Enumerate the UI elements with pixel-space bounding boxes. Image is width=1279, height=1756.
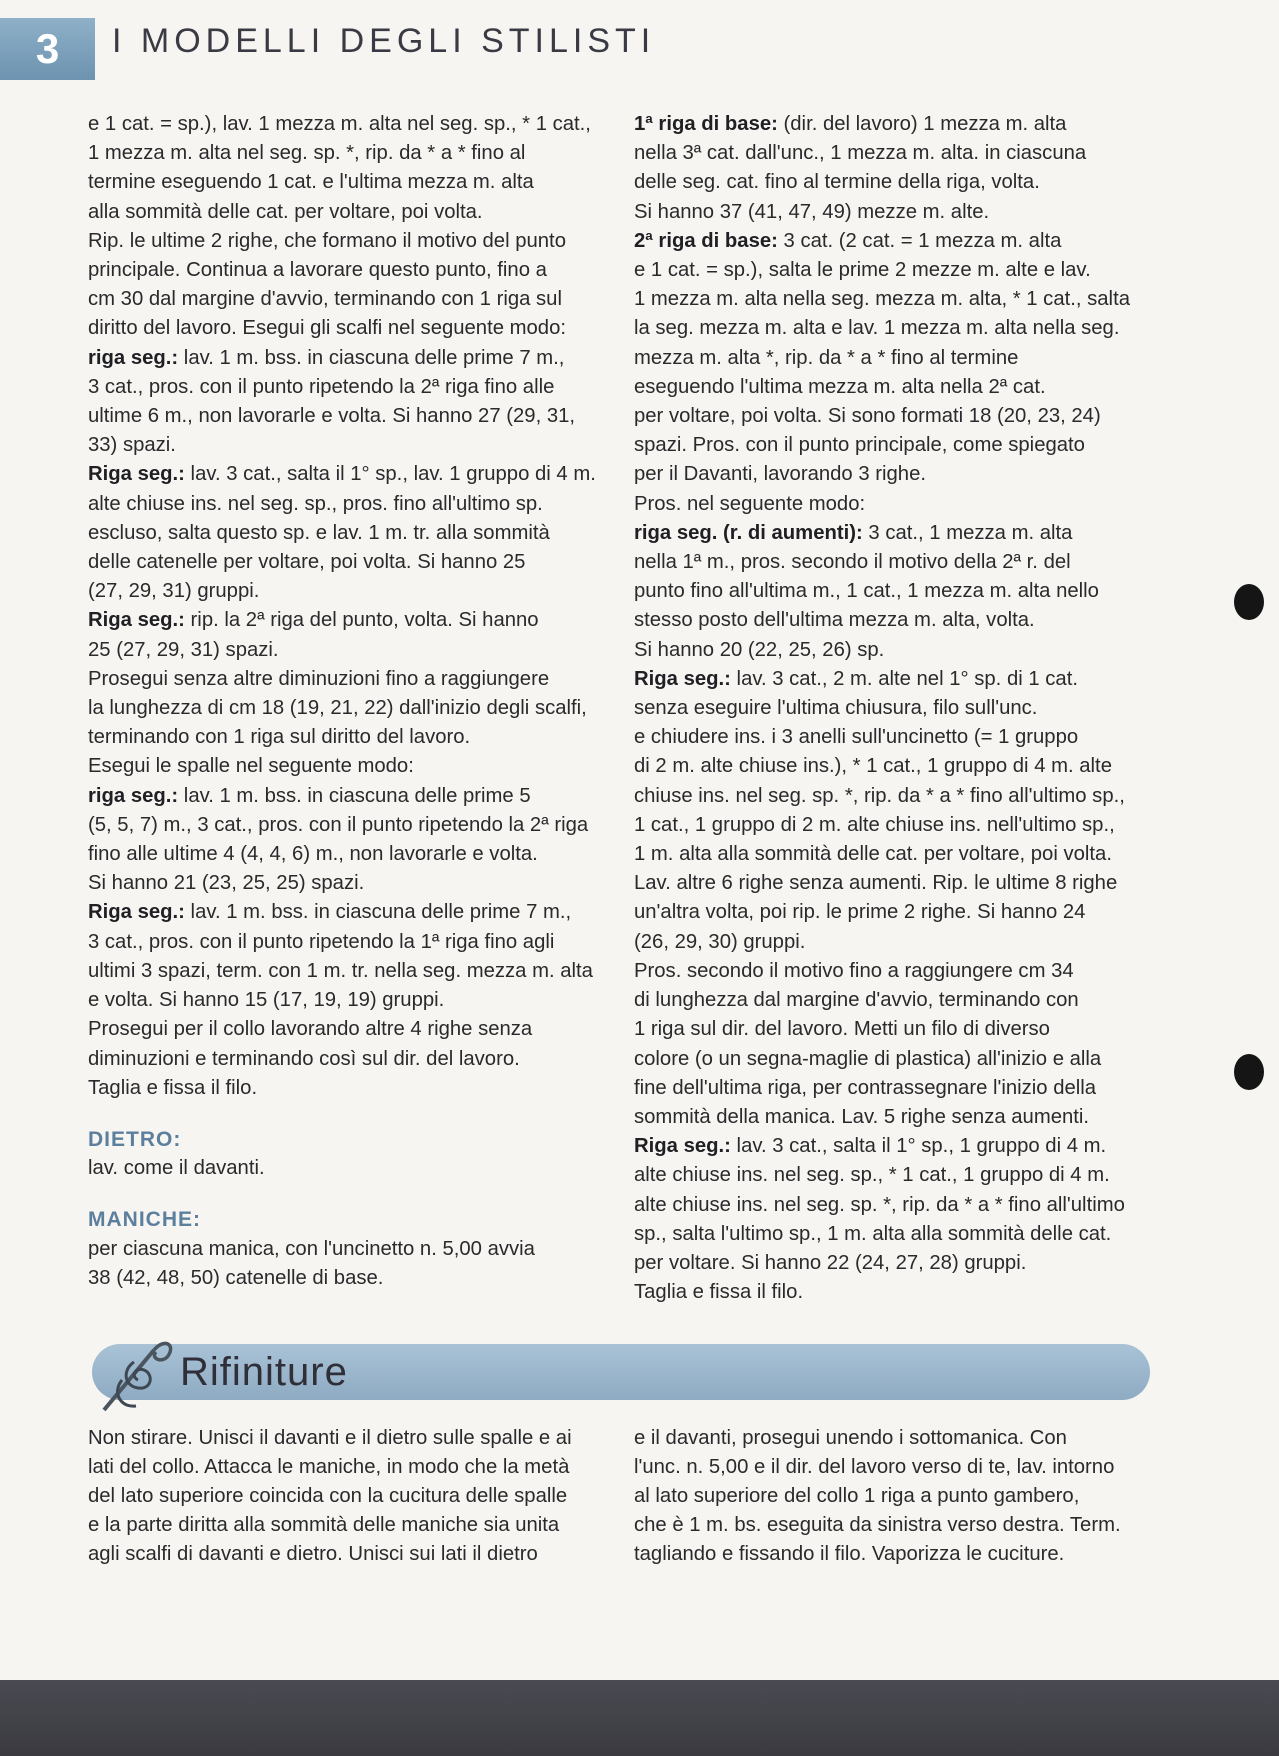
- text-line: 38 (42, 48, 50) catenelle di base.: [88, 1266, 384, 1289]
- instruction-riga-seg-6: [634, 665, 1194, 1132]
- text-line: lav. 3 cat., salta il 1° sp., 1 gruppo di 4 m.: [730, 1135, 1107, 1158]
- instruction-base-row-2: [634, 227, 1194, 519]
- binder-hole-top: [1234, 584, 1264, 620]
- text-line: lav. 3 cat., salta il 1° sp., lav. 1 gruppo di 4 m.: [184, 463, 596, 486]
- text-line: che è 1 m. bs. eseguita da sinistra verso destra. Term.: [634, 1514, 1121, 1536]
- finishing-text-right: [634, 1424, 1154, 1569]
- text-line: (27, 29, 31) gruppi.: [88, 580, 260, 603]
- text-line: Esegui le spalle nel seguente modo:: [88, 755, 414, 778]
- text-line: principale. Continua a lavorare questo punto, fino a: [88, 259, 547, 282]
- text-line: spazi. Pros. con il punto principale, come spiegato: [634, 434, 1085, 457]
- text-line: senza eseguire l'ultima chiusura, filo sull'unc.: [634, 697, 1038, 720]
- text-line: diminuzioni e terminando così sul dir. del lavoro.: [88, 1047, 520, 1070]
- text-line: un'altra volta, poi rip. le prime 2 righe. Si hanno 24: [634, 901, 1086, 924]
- text-line: rip. la 2ª riga del punto, volta. Si hanno: [184, 609, 539, 632]
- text-line: e il davanti, prosegui unendo i sottomanica. Con: [634, 1427, 1067, 1449]
- text-line: l'unc. n. 5,00 e il dir. del lavoro verso di te, lav. intorno: [634, 1456, 1115, 1478]
- text-line: Pros. secondo il motivo fino a raggiungere cm 34: [634, 959, 1074, 982]
- text-line: colore (o un segna-maglie di plastica) all'inizio e alla: [634, 1047, 1102, 1070]
- text-line: alla sommità delle cat. per voltare, poi volta.: [88, 200, 483, 223]
- text-line: terminando con 1 riga sul diritto del lavoro.: [88, 726, 471, 749]
- text-line: e 1 cat. = sp.), salta le prime 2 mezze m. alte e lav.: [634, 259, 1091, 282]
- row-label: 1ª riga di base:: [634, 113, 778, 135]
- text-line: 1 mezza m. alta nel seg. sp. *, rip. da * a * fino al: [88, 142, 526, 165]
- text-line: alte chiuse ins. nel seg. sp., * 1 cat., 1 gruppo di 4 m.: [634, 1164, 1110, 1187]
- text-line: e chiudere ins. i 3 anelli sull'uncinetto (= 1 gruppo: [634, 726, 1079, 749]
- text-line: per voltare. Si hanno 22 (24, 27, 28) gruppi.: [634, 1251, 1027, 1274]
- right-column: [634, 110, 1194, 1307]
- text-line: 3 cat., pros. con il punto ripetendo la 2ª riga fino alle: [88, 375, 555, 398]
- left-column: [88, 110, 613, 1293]
- text-line: 3 cat., 1 mezza m. alta: [862, 521, 1073, 544]
- text-line: sp., salta l'ultimo sp., 1 m. alta alla sommità delle cat.: [634, 1222, 1112, 1245]
- row-label: Riga seg.:: [634, 667, 731, 690]
- text-line: 25 (27, 29, 31) spazi.: [88, 638, 279, 661]
- text-line: di lunghezza dal margine d'avvio, terminando con: [634, 989, 1079, 1012]
- text-line: lav. 3 cat., 2 m. alte nel 1° sp. di 1 cat.: [730, 667, 1078, 690]
- instruction-base-row-1: [634, 110, 1194, 227]
- text-line: 1 cat., 1 gruppo di 2 m. alte chiuse ins. nell'ultimo sp.,: [634, 813, 1115, 836]
- instruction-riga-seg-4: [88, 782, 613, 899]
- page-header: [0, 0, 1279, 90]
- text-line: Si hanno 20 (22, 25, 26) sp.: [634, 638, 885, 661]
- row-label: Riga seg.:: [634, 1135, 731, 1158]
- text-line: Prosegui per il collo lavorando altre 4 righe senza: [88, 1018, 533, 1041]
- intro-text: [88, 110, 613, 344]
- text-line: per ciascuna manica, con l'uncinetto n. 5,00 avvia: [88, 1237, 535, 1260]
- text-line: Non stirare. Unisci il davanti e il dietro sulle spalle e ai: [88, 1427, 572, 1449]
- text-line: 3 cat., pros. con il punto ripetendo la 1ª riga fino agli: [88, 930, 555, 953]
- text-line: per voltare, poi volta. Si sono formati 18 (20, 23, 24): [634, 405, 1101, 428]
- text-line: delle catenelle per voltare, poi volta. Si hanno 25: [88, 551, 526, 574]
- text-line: alte chiuse ins. nel seg. sp., pros. fino all'ultimo sp.: [88, 492, 543, 515]
- text-line: chiuse ins. nel seg. sp. *, rip. da * a * fino all'ultimo sp.,: [634, 784, 1125, 807]
- text-line: tagliando e fissando il filo. Vaporizza le cuciture.: [634, 1543, 1065, 1565]
- instruction-riga-seg-3: [88, 606, 613, 781]
- text-line: 1 riga sul dir. del lavoro. Metti un filo di diverso: [634, 1018, 1050, 1041]
- text-line: lav. 1 m. bss. in ciascuna delle prime 5: [178, 784, 531, 807]
- row-label: Riga seg.:: [88, 901, 185, 924]
- text-line: e 1 cat. = sp.), lav. 1 mezza m. alta nel seg. sp., * 1 cat.,: [88, 113, 591, 135]
- text-line: stesso posto dell'ultima mezza m. alta, volta.: [634, 609, 1035, 632]
- section-title: I MODELLI DEGLI STILISTI: [112, 22, 656, 60]
- text-line: la seg. mezza m. alta e lav. 1 mezza m. alta nella seg.: [634, 317, 1120, 340]
- text-line: mezza m. alta *, rip. da * a * fino al termine: [634, 346, 1019, 369]
- instruction-riga-seg-2: [88, 460, 613, 606]
- text-line: 1 mezza m. alta nella seg. mezza m. alta, * 1 cat., salta: [634, 288, 1130, 311]
- text-line: alte chiuse ins. nel seg. sp. *, rip. da * a * fino all'ultimo: [634, 1193, 1125, 1216]
- instruction-increase-row: [634, 519, 1194, 665]
- maniche-text: [88, 1235, 613, 1293]
- text-line: e volta. Si hanno 15 (17, 19, 19) gruppi.: [88, 989, 445, 1012]
- text-line: 1 m. alta alla sommità delle cat. per voltare, poi volta.: [634, 843, 1112, 866]
- row-label: riga seg.:: [88, 784, 179, 807]
- row-label: Riga seg.:: [88, 609, 185, 632]
- text-line: fine dell'ultima riga, per contrassegnare l'inizio della: [634, 1076, 1097, 1099]
- row-label: riga seg.:: [88, 346, 179, 369]
- text-line: termine eseguendo 1 cat. e l'ultima mezza m. alta: [88, 171, 534, 194]
- text-line: Pros. nel seguente modo:: [634, 492, 866, 515]
- text-line: diritto del lavoro. Esegui gli scalfi nel seguente modo:: [88, 317, 567, 340]
- text-line: (26, 29, 30) gruppi.: [634, 930, 806, 953]
- text-line: di 2 m. alte chiuse ins.), * 1 cat., 1 gruppo di 4 m. alte: [634, 755, 1112, 778]
- finishing-text-left: [88, 1424, 608, 1569]
- text-line: nella 1ª m., pros. secondo il motivo della 2ª r. del: [634, 551, 1071, 574]
- heading-maniche: MANICHE:: [88, 1208, 201, 1232]
- text-line: (5, 5, 7) m., 3 cat., pros. con il punto ripetendo la 2ª riga: [88, 813, 589, 836]
- text-line: delle seg. cat. fino al termine della riga, volta.: [634, 171, 1040, 194]
- row-text: [634, 1135, 1125, 1303]
- row-label: 2ª riga di base:: [634, 229, 778, 252]
- text-line: ultime 6 m., non lavorarle e volta. Si hanno 27 (29, 31,: [88, 405, 576, 428]
- crochet-hook-icon: [94, 1330, 184, 1416]
- text-line: sommità della manica. Lav. 5 righe senza aumenti.: [634, 1105, 1090, 1128]
- row-label: Riga seg.:: [88, 463, 185, 486]
- text-line: lav. 1 m. bss. in ciascuna delle prime 7 m.,: [178, 346, 565, 369]
- text-line: Taglia e fissa il filo.: [88, 1076, 258, 1099]
- row-text: [634, 668, 1125, 1128]
- text-line: del lato superiore coincida con la cucitura delle spalle: [88, 1485, 568, 1507]
- row-text: [634, 230, 1130, 515]
- text-line: lati del collo. Attacca le maniche, in modo che la metà: [88, 1456, 570, 1478]
- text-line: 3 cat. (2 cat. = 1 mezza m. alta: [777, 229, 1062, 252]
- text-line: la lunghezza di cm 18 (19, 21, 22) dall'inizio degli scalfi,: [88, 697, 587, 720]
- instruction-riga-seg-7: [634, 1132, 1194, 1307]
- text-line: escluso, salta questo sp. e lav. 1 m. tr. alla sommità: [88, 521, 550, 544]
- text-line: Si hanno 37 (41, 47, 49) mezze m. alte.: [634, 200, 990, 223]
- text-line: fino alle ultime 4 (4, 4, 6) m., non lavorarle e volta.: [88, 843, 538, 866]
- chapter-number-badge: 3: [0, 18, 95, 80]
- text-line: al lato superiore del collo 1 riga a punto gambero,: [634, 1485, 1080, 1507]
- page-footer-bar: [0, 1680, 1279, 1756]
- instruction-riga-seg-5: [88, 898, 613, 1102]
- text-line: lav. come il davanti.: [88, 1157, 265, 1180]
- text-line: per il Davanti, lavorando 3 righe.: [634, 463, 926, 486]
- row-text: [88, 609, 587, 777]
- instruction-riga-seg-1: [88, 344, 613, 461]
- row-text: [88, 901, 593, 1098]
- text-line: Rip. le ultime 2 righe, che formano il motivo del punto: [88, 229, 566, 252]
- text-line: agli scalfi di davanti e dietro. Unisci sui lati il dietro: [88, 1543, 538, 1565]
- text-line: Lav. altre 6 righe senza aumenti. Rip. le ultime 8 righe: [634, 872, 1118, 895]
- banner-title: Rifiniture: [180, 1350, 348, 1394]
- text-line: Taglia e fissa il filo.: [634, 1281, 804, 1304]
- text-line: eseguendo l'ultima mezza m. alta nella 2ª cat.: [634, 375, 1046, 398]
- text-line: ultimi 3 spazi, term. con 1 m. tr. nella seg. mezza m. alta: [88, 959, 593, 982]
- dietro-text: [88, 1154, 613, 1183]
- text-line: e la parte diritta alla sommità delle maniche sia unita: [88, 1514, 560, 1536]
- text-line: Si hanno 21 (23, 25, 25) spazi.: [88, 872, 365, 895]
- heading-dietro: DIETRO:: [88, 1127, 182, 1151]
- text-line: Prosegui senza altre diminuzioni fino a raggiungere: [88, 667, 550, 690]
- text-line: 33) spazi.: [88, 434, 176, 457]
- text-line: (dir. del lavoro) 1 mezza m. alta: [777, 113, 1067, 135]
- text-line: nella 3ª cat. dall'unc., 1 mezza m. alta. in ciascuna: [634, 142, 1087, 165]
- text-line: punto fino all'ultima m., 1 cat., 1 mezza m. alta nello: [634, 580, 1099, 603]
- text-line: cm 30 dal margine d'avvio, terminando con 1 riga sul: [88, 288, 562, 311]
- binder-hole-bottom: [1234, 1054, 1264, 1090]
- row-label: riga seg. (r. di aumenti):: [634, 521, 863, 544]
- text-line: lav. 1 m. bss. in ciascuna delle prime 7 m.,: [184, 901, 572, 924]
